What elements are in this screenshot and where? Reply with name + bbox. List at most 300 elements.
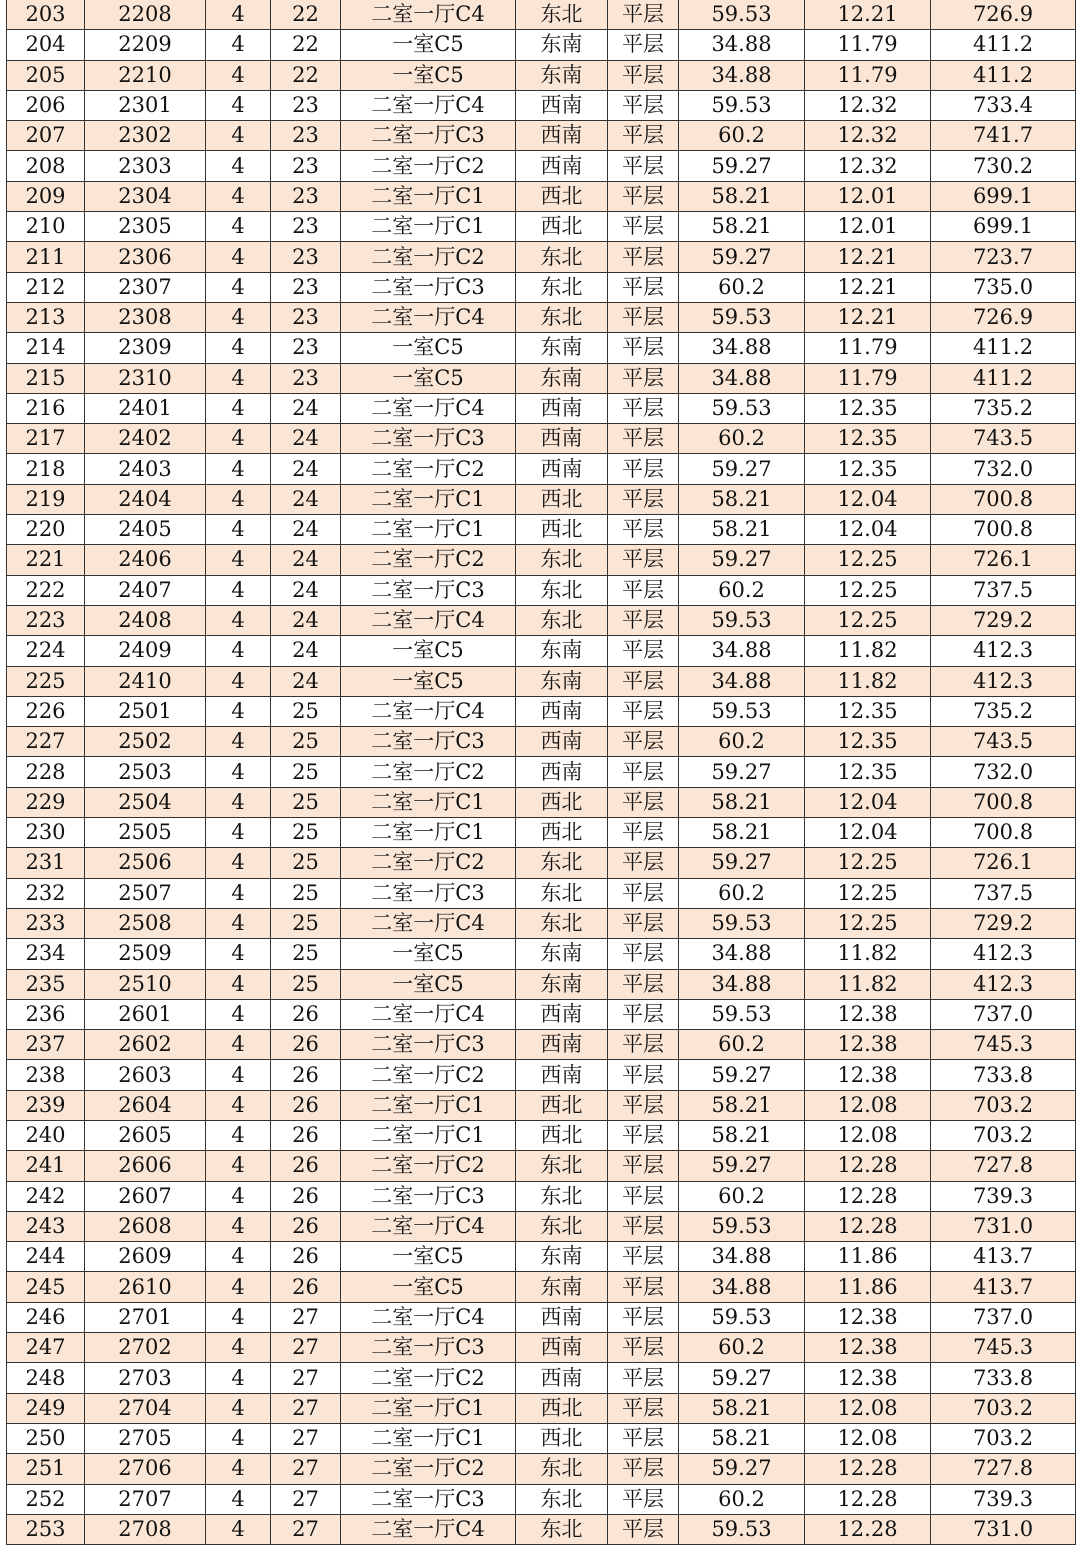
cell-unit: 4 — [206, 1514, 271, 1544]
cell-unit-price: 11.82 — [805, 636, 931, 666]
cell-total-price: 413.7 — [931, 1242, 1076, 1272]
cell-unit: 4 — [206, 424, 271, 454]
cell-index: 224 — [7, 636, 85, 666]
table-body — [7, 0, 1076, 1545]
cell-orientation: 东北 — [516, 908, 608, 938]
table-row — [7, 1272, 1076, 1302]
cell-index: 240 — [7, 1120, 85, 1150]
cell-room-number: 2508 — [85, 908, 206, 938]
cell-unit: 4 — [206, 908, 271, 938]
cell-unit-price: 12.28 — [805, 1454, 931, 1484]
cell-type: 平层 — [608, 1181, 679, 1211]
cell-layout: 二室一厅C3 — [341, 1333, 516, 1363]
table-row — [7, 424, 1076, 454]
cell-orientation: 东北 — [516, 1151, 608, 1181]
cell-index: 216 — [7, 393, 85, 423]
cell-layout: 一室C5 — [341, 939, 516, 969]
table-row — [7, 363, 1076, 393]
cell-total-price: 703.2 — [931, 1423, 1076, 1453]
cell-orientation: 西南 — [516, 151, 608, 181]
cell-index: 241 — [7, 1151, 85, 1181]
cell-floor: 26 — [271, 1090, 341, 1120]
cell-index: 207 — [7, 121, 85, 151]
cell-floor: 24 — [271, 424, 341, 454]
cell-orientation: 东北 — [516, 302, 608, 332]
cell-layout: 二室一厅C2 — [341, 242, 516, 272]
cell-total-price: 737.5 — [931, 575, 1076, 605]
cell-room-number: 2401 — [85, 393, 206, 423]
cell-layout: 二室一厅C2 — [341, 151, 516, 181]
cell-area: 58.21 — [679, 484, 805, 514]
cell-layout: 一室C5 — [341, 60, 516, 90]
table-row — [7, 818, 1076, 848]
cell-unit: 4 — [206, 393, 271, 423]
cell-unit-price: 12.04 — [805, 484, 931, 514]
cell-unit: 4 — [206, 696, 271, 726]
cell-area: 59.53 — [679, 393, 805, 423]
cell-index: 214 — [7, 333, 85, 363]
table-row — [7, 242, 1076, 272]
cell-index: 208 — [7, 151, 85, 181]
cell-floor: 26 — [271, 999, 341, 1029]
table-row — [7, 727, 1076, 757]
cell-type: 平层 — [608, 515, 679, 545]
table-row — [7, 636, 1076, 666]
cell-type: 平层 — [608, 272, 679, 302]
cell-total-price: 700.8 — [931, 515, 1076, 545]
table-row — [7, 787, 1076, 817]
cell-orientation: 东北 — [516, 848, 608, 878]
cell-type: 平层 — [608, 727, 679, 757]
cell-unit: 4 — [206, 1302, 271, 1332]
cell-floor: 23 — [271, 302, 341, 332]
cell-type: 平层 — [608, 666, 679, 696]
cell-area: 34.88 — [679, 969, 805, 999]
cell-total-price: 729.2 — [931, 605, 1076, 635]
cell-index: 222 — [7, 575, 85, 605]
cell-area: 59.53 — [679, 1302, 805, 1332]
cell-total-price: 703.2 — [931, 1120, 1076, 1150]
cell-layout: 一室C5 — [341, 1272, 516, 1302]
cell-room-number: 2606 — [85, 1151, 206, 1181]
cell-area: 58.21 — [679, 1090, 805, 1120]
table-row — [7, 848, 1076, 878]
cell-unit: 4 — [206, 1090, 271, 1120]
table-row — [7, 90, 1076, 120]
cell-floor: 23 — [271, 151, 341, 181]
cell-unit: 4 — [206, 1454, 271, 1484]
cell-unit-price: 12.28 — [805, 1211, 931, 1241]
cell-layout: 二室一厅C1 — [341, 818, 516, 848]
cell-unit: 4 — [206, 1242, 271, 1272]
cell-area: 59.27 — [679, 848, 805, 878]
cell-layout: 二室一厅C3 — [341, 727, 516, 757]
cell-unit: 4 — [206, 151, 271, 181]
cell-floor: 23 — [271, 121, 341, 151]
cell-index: 220 — [7, 515, 85, 545]
cell-unit-price: 12.25 — [805, 545, 931, 575]
cell-type: 平层 — [608, 787, 679, 817]
cell-floor: 27 — [271, 1363, 341, 1393]
cell-floor: 27 — [271, 1454, 341, 1484]
cell-unit-price: 12.38 — [805, 1333, 931, 1363]
cell-layout: 二室一厅C1 — [341, 212, 516, 242]
cell-unit-price: 12.25 — [805, 848, 931, 878]
cell-floor: 27 — [271, 1302, 341, 1332]
cell-layout: 二室一厅C2 — [341, 757, 516, 787]
cell-orientation: 西北 — [516, 515, 608, 545]
cell-area: 60.2 — [679, 1030, 805, 1060]
cell-unit-price: 12.35 — [805, 393, 931, 423]
cell-total-price: 703.2 — [931, 1090, 1076, 1120]
cell-index: 237 — [7, 1030, 85, 1060]
cell-total-price: 726.1 — [931, 848, 1076, 878]
cell-area: 59.53 — [679, 302, 805, 332]
table-row — [7, 302, 1076, 332]
cell-total-price: 726.1 — [931, 545, 1076, 575]
cell-unit: 4 — [206, 1333, 271, 1363]
cell-room-number: 2608 — [85, 1211, 206, 1241]
cell-area: 60.2 — [679, 878, 805, 908]
cell-area: 60.2 — [679, 424, 805, 454]
cell-orientation: 东南 — [516, 363, 608, 393]
cell-room-number: 2707 — [85, 1484, 206, 1514]
cell-orientation: 西南 — [516, 90, 608, 120]
cell-type: 平层 — [608, 1060, 679, 1090]
cell-area: 34.88 — [679, 30, 805, 60]
cell-unit-price: 12.08 — [805, 1090, 931, 1120]
cell-unit: 4 — [206, 242, 271, 272]
cell-floor: 25 — [271, 848, 341, 878]
cell-type: 平层 — [608, 0, 679, 30]
cell-unit-price: 12.38 — [805, 1030, 931, 1060]
cell-orientation: 东北 — [516, 1181, 608, 1211]
table-row — [7, 696, 1076, 726]
cell-room-number: 2510 — [85, 969, 206, 999]
cell-layout: 二室一厅C2 — [341, 1454, 516, 1484]
cell-type: 平层 — [608, 393, 679, 423]
cell-layout: 二室一厅C3 — [341, 1030, 516, 1060]
cell-type: 平层 — [608, 1514, 679, 1544]
cell-index: 239 — [7, 1090, 85, 1120]
cell-index: 206 — [7, 90, 85, 120]
cell-area: 59.27 — [679, 757, 805, 787]
cell-unit-price: 12.35 — [805, 757, 931, 787]
cell-index: 225 — [7, 666, 85, 696]
cell-orientation: 东北 — [516, 272, 608, 302]
cell-unit-price: 12.25 — [805, 878, 931, 908]
cell-unit: 4 — [206, 333, 271, 363]
table-row — [7, 575, 1076, 605]
cell-layout: 二室一厅C4 — [341, 999, 516, 1029]
cell-unit-price: 12.08 — [805, 1120, 931, 1150]
cell-unit-price: 12.28 — [805, 1181, 931, 1211]
cell-orientation: 西南 — [516, 999, 608, 1029]
cell-room-number: 2305 — [85, 212, 206, 242]
cell-total-price: 700.8 — [931, 787, 1076, 817]
cell-unit-price: 11.79 — [805, 60, 931, 90]
cell-unit: 4 — [206, 939, 271, 969]
cell-type: 平层 — [608, 302, 679, 332]
cell-index: 252 — [7, 1484, 85, 1514]
cell-orientation: 东南 — [516, 666, 608, 696]
cell-index: 235 — [7, 969, 85, 999]
table-row — [7, 60, 1076, 90]
cell-area: 60.2 — [679, 121, 805, 151]
cell-unit-price: 12.21 — [805, 302, 931, 332]
cell-room-number: 2301 — [85, 90, 206, 120]
cell-area: 59.27 — [679, 242, 805, 272]
cell-orientation: 东北 — [516, 605, 608, 635]
cell-index: 209 — [7, 181, 85, 211]
table-row — [7, 757, 1076, 787]
cell-index: 246 — [7, 1302, 85, 1332]
cell-unit: 4 — [206, 60, 271, 90]
table-row — [7, 393, 1076, 423]
cell-floor: 27 — [271, 1423, 341, 1453]
cell-orientation: 东南 — [516, 1242, 608, 1272]
cell-total-price: 732.0 — [931, 454, 1076, 484]
cell-layout: 二室一厅C2 — [341, 454, 516, 484]
cell-orientation: 西北 — [516, 1120, 608, 1150]
cell-layout: 二室一厅C3 — [341, 878, 516, 908]
cell-orientation: 西南 — [516, 424, 608, 454]
cell-type: 平层 — [608, 939, 679, 969]
table-row — [7, 1393, 1076, 1423]
cell-orientation: 西南 — [516, 1333, 608, 1363]
cell-layout: 一室C5 — [341, 969, 516, 999]
cell-room-number: 2408 — [85, 605, 206, 635]
table-row — [7, 1302, 1076, 1332]
cell-room-number: 2507 — [85, 878, 206, 908]
cell-orientation: 东南 — [516, 939, 608, 969]
cell-floor: 22 — [271, 30, 341, 60]
cell-floor: 24 — [271, 636, 341, 666]
cell-room-number: 2303 — [85, 151, 206, 181]
cell-floor: 25 — [271, 727, 341, 757]
table-row — [7, 1060, 1076, 1090]
cell-unit: 4 — [206, 999, 271, 1029]
cell-type: 平层 — [608, 1272, 679, 1302]
cell-index: 218 — [7, 454, 85, 484]
cell-index: 213 — [7, 302, 85, 332]
cell-type: 平层 — [608, 545, 679, 575]
cell-total-price: 733.4 — [931, 90, 1076, 120]
cell-floor: 26 — [271, 1030, 341, 1060]
cell-unit-price: 11.82 — [805, 969, 931, 999]
cell-unit-price: 12.38 — [805, 999, 931, 1029]
cell-unit: 4 — [206, 181, 271, 211]
cell-room-number: 2502 — [85, 727, 206, 757]
cell-layout: 一室C5 — [341, 636, 516, 666]
cell-unit: 4 — [206, 30, 271, 60]
cell-type: 平层 — [608, 1363, 679, 1393]
cell-total-price: 699.1 — [931, 181, 1076, 211]
cell-unit: 4 — [206, 636, 271, 666]
cell-index: 242 — [7, 1181, 85, 1211]
cell-orientation: 东南 — [516, 969, 608, 999]
cell-layout: 二室一厅C4 — [341, 0, 516, 30]
cell-room-number: 2309 — [85, 333, 206, 363]
cell-total-price: 743.5 — [931, 727, 1076, 757]
cell-unit-price: 12.38 — [805, 1302, 931, 1332]
table-row — [7, 272, 1076, 302]
cell-room-number: 2708 — [85, 1514, 206, 1544]
cell-total-price: 737.0 — [931, 999, 1076, 1029]
cell-layout: 二室一厅C1 — [341, 787, 516, 817]
cell-type: 平层 — [608, 636, 679, 666]
cell-area: 59.53 — [679, 0, 805, 30]
cell-area: 59.53 — [679, 999, 805, 1029]
cell-layout: 二室一厅C3 — [341, 1484, 516, 1514]
cell-unit-price: 12.21 — [805, 272, 931, 302]
cell-area: 60.2 — [679, 1484, 805, 1514]
cell-area: 59.27 — [679, 454, 805, 484]
cell-layout: 二室一厅C1 — [341, 1423, 516, 1453]
cell-total-price: 735.2 — [931, 696, 1076, 726]
cell-total-price: 735.2 — [931, 393, 1076, 423]
cell-room-number: 2407 — [85, 575, 206, 605]
table-row — [7, 1454, 1076, 1484]
cell-type: 平层 — [608, 1030, 679, 1060]
cell-type: 平层 — [608, 818, 679, 848]
cell-area: 60.2 — [679, 727, 805, 757]
cell-area: 34.88 — [679, 333, 805, 363]
cell-floor: 24 — [271, 484, 341, 514]
cell-total-price: 733.8 — [931, 1363, 1076, 1393]
cell-room-number: 2402 — [85, 424, 206, 454]
cell-layout: 二室一厅C3 — [341, 272, 516, 302]
cell-orientation: 西北 — [516, 787, 608, 817]
cell-orientation: 东南 — [516, 1272, 608, 1302]
table-row — [7, 666, 1076, 696]
cell-area: 34.88 — [679, 636, 805, 666]
cell-index: 211 — [7, 242, 85, 272]
cell-index: 249 — [7, 1393, 85, 1423]
cell-floor: 24 — [271, 393, 341, 423]
cell-unit: 4 — [206, 818, 271, 848]
cell-area: 59.53 — [679, 1211, 805, 1241]
cell-index: 227 — [7, 727, 85, 757]
cell-room-number: 2703 — [85, 1363, 206, 1393]
cell-room-number: 2607 — [85, 1181, 206, 1211]
table-row — [7, 30, 1076, 60]
cell-index: 229 — [7, 787, 85, 817]
cell-floor: 23 — [271, 212, 341, 242]
cell-area: 59.27 — [679, 545, 805, 575]
cell-room-number: 2704 — [85, 1393, 206, 1423]
cell-floor: 22 — [271, 0, 341, 30]
cell-total-price: 737.5 — [931, 878, 1076, 908]
cell-floor: 25 — [271, 696, 341, 726]
cell-type: 平层 — [608, 121, 679, 151]
cell-total-price: 745.3 — [931, 1333, 1076, 1363]
cell-layout: 一室C5 — [341, 363, 516, 393]
cell-layout: 一室C5 — [341, 333, 516, 363]
cell-unit: 4 — [206, 212, 271, 242]
cell-room-number: 2505 — [85, 818, 206, 848]
cell-floor: 25 — [271, 908, 341, 938]
cell-layout: 二室一厅C2 — [341, 1363, 516, 1393]
cell-orientation: 西北 — [516, 818, 608, 848]
cell-floor: 24 — [271, 605, 341, 635]
cell-type: 平层 — [608, 1484, 679, 1514]
cell-layout: 二室一厅C3 — [341, 575, 516, 605]
cell-unit-price: 11.86 — [805, 1242, 931, 1272]
cell-total-price: 732.0 — [931, 757, 1076, 787]
cell-room-number: 2208 — [85, 0, 206, 30]
cell-orientation: 东北 — [516, 1211, 608, 1241]
cell-unit-price: 12.35 — [805, 696, 931, 726]
cell-unit-price: 12.28 — [805, 1514, 931, 1544]
cell-layout: 二室一厅C4 — [341, 90, 516, 120]
cell-layout: 二室一厅C4 — [341, 908, 516, 938]
cell-index: 253 — [7, 1514, 85, 1544]
cell-area: 59.27 — [679, 1454, 805, 1484]
cell-unit-price: 12.32 — [805, 121, 931, 151]
cell-index: 238 — [7, 1060, 85, 1090]
cell-unit: 4 — [206, 1030, 271, 1060]
cell-type: 平层 — [608, 151, 679, 181]
cell-unit: 4 — [206, 90, 271, 120]
cell-floor: 24 — [271, 454, 341, 484]
cell-index: 205 — [7, 60, 85, 90]
cell-total-price: 737.0 — [931, 1302, 1076, 1332]
cell-total-price: 739.3 — [931, 1181, 1076, 1211]
cell-type: 平层 — [608, 90, 679, 120]
cell-type: 平层 — [608, 242, 679, 272]
cell-type: 平层 — [608, 333, 679, 363]
cell-layout: 二室一厅C4 — [341, 605, 516, 635]
cell-unit: 4 — [206, 1060, 271, 1090]
cell-type: 平层 — [608, 363, 679, 393]
cell-room-number: 2306 — [85, 242, 206, 272]
cell-total-price: 741.7 — [931, 121, 1076, 151]
cell-layout: 二室一厅C3 — [341, 121, 516, 151]
cell-area: 59.27 — [679, 1363, 805, 1393]
table-row — [7, 1423, 1076, 1453]
cell-layout: 二室一厅C1 — [341, 1120, 516, 1150]
cell-floor: 26 — [271, 1151, 341, 1181]
cell-floor: 27 — [271, 1484, 341, 1514]
table-row — [7, 454, 1076, 484]
cell-type: 平层 — [608, 181, 679, 211]
cell-type: 平层 — [608, 30, 679, 60]
cell-layout: 二室一厅C4 — [341, 696, 516, 726]
cell-orientation: 东北 — [516, 0, 608, 30]
cell-total-price: 726.9 — [931, 0, 1076, 30]
cell-orientation: 西南 — [516, 454, 608, 484]
cell-unit-price: 11.79 — [805, 363, 931, 393]
cell-layout: 二室一厅C4 — [341, 393, 516, 423]
cell-orientation: 西南 — [516, 757, 608, 787]
cell-floor: 25 — [271, 939, 341, 969]
cell-orientation: 西南 — [516, 696, 608, 726]
cell-unit-price: 11.79 — [805, 333, 931, 363]
cell-area: 58.21 — [679, 181, 805, 211]
cell-area: 34.88 — [679, 1242, 805, 1272]
cell-floor: 27 — [271, 1393, 341, 1423]
cell-area: 58.21 — [679, 787, 805, 817]
cell-layout: 二室一厅C2 — [341, 545, 516, 575]
cell-floor: 26 — [271, 1181, 341, 1211]
cell-unit: 4 — [206, 1211, 271, 1241]
cell-room-number: 2503 — [85, 757, 206, 787]
table-row — [7, 1484, 1076, 1514]
cell-orientation: 东北 — [516, 1454, 608, 1484]
cell-index: 245 — [7, 1272, 85, 1302]
cell-total-price: 727.8 — [931, 1454, 1076, 1484]
